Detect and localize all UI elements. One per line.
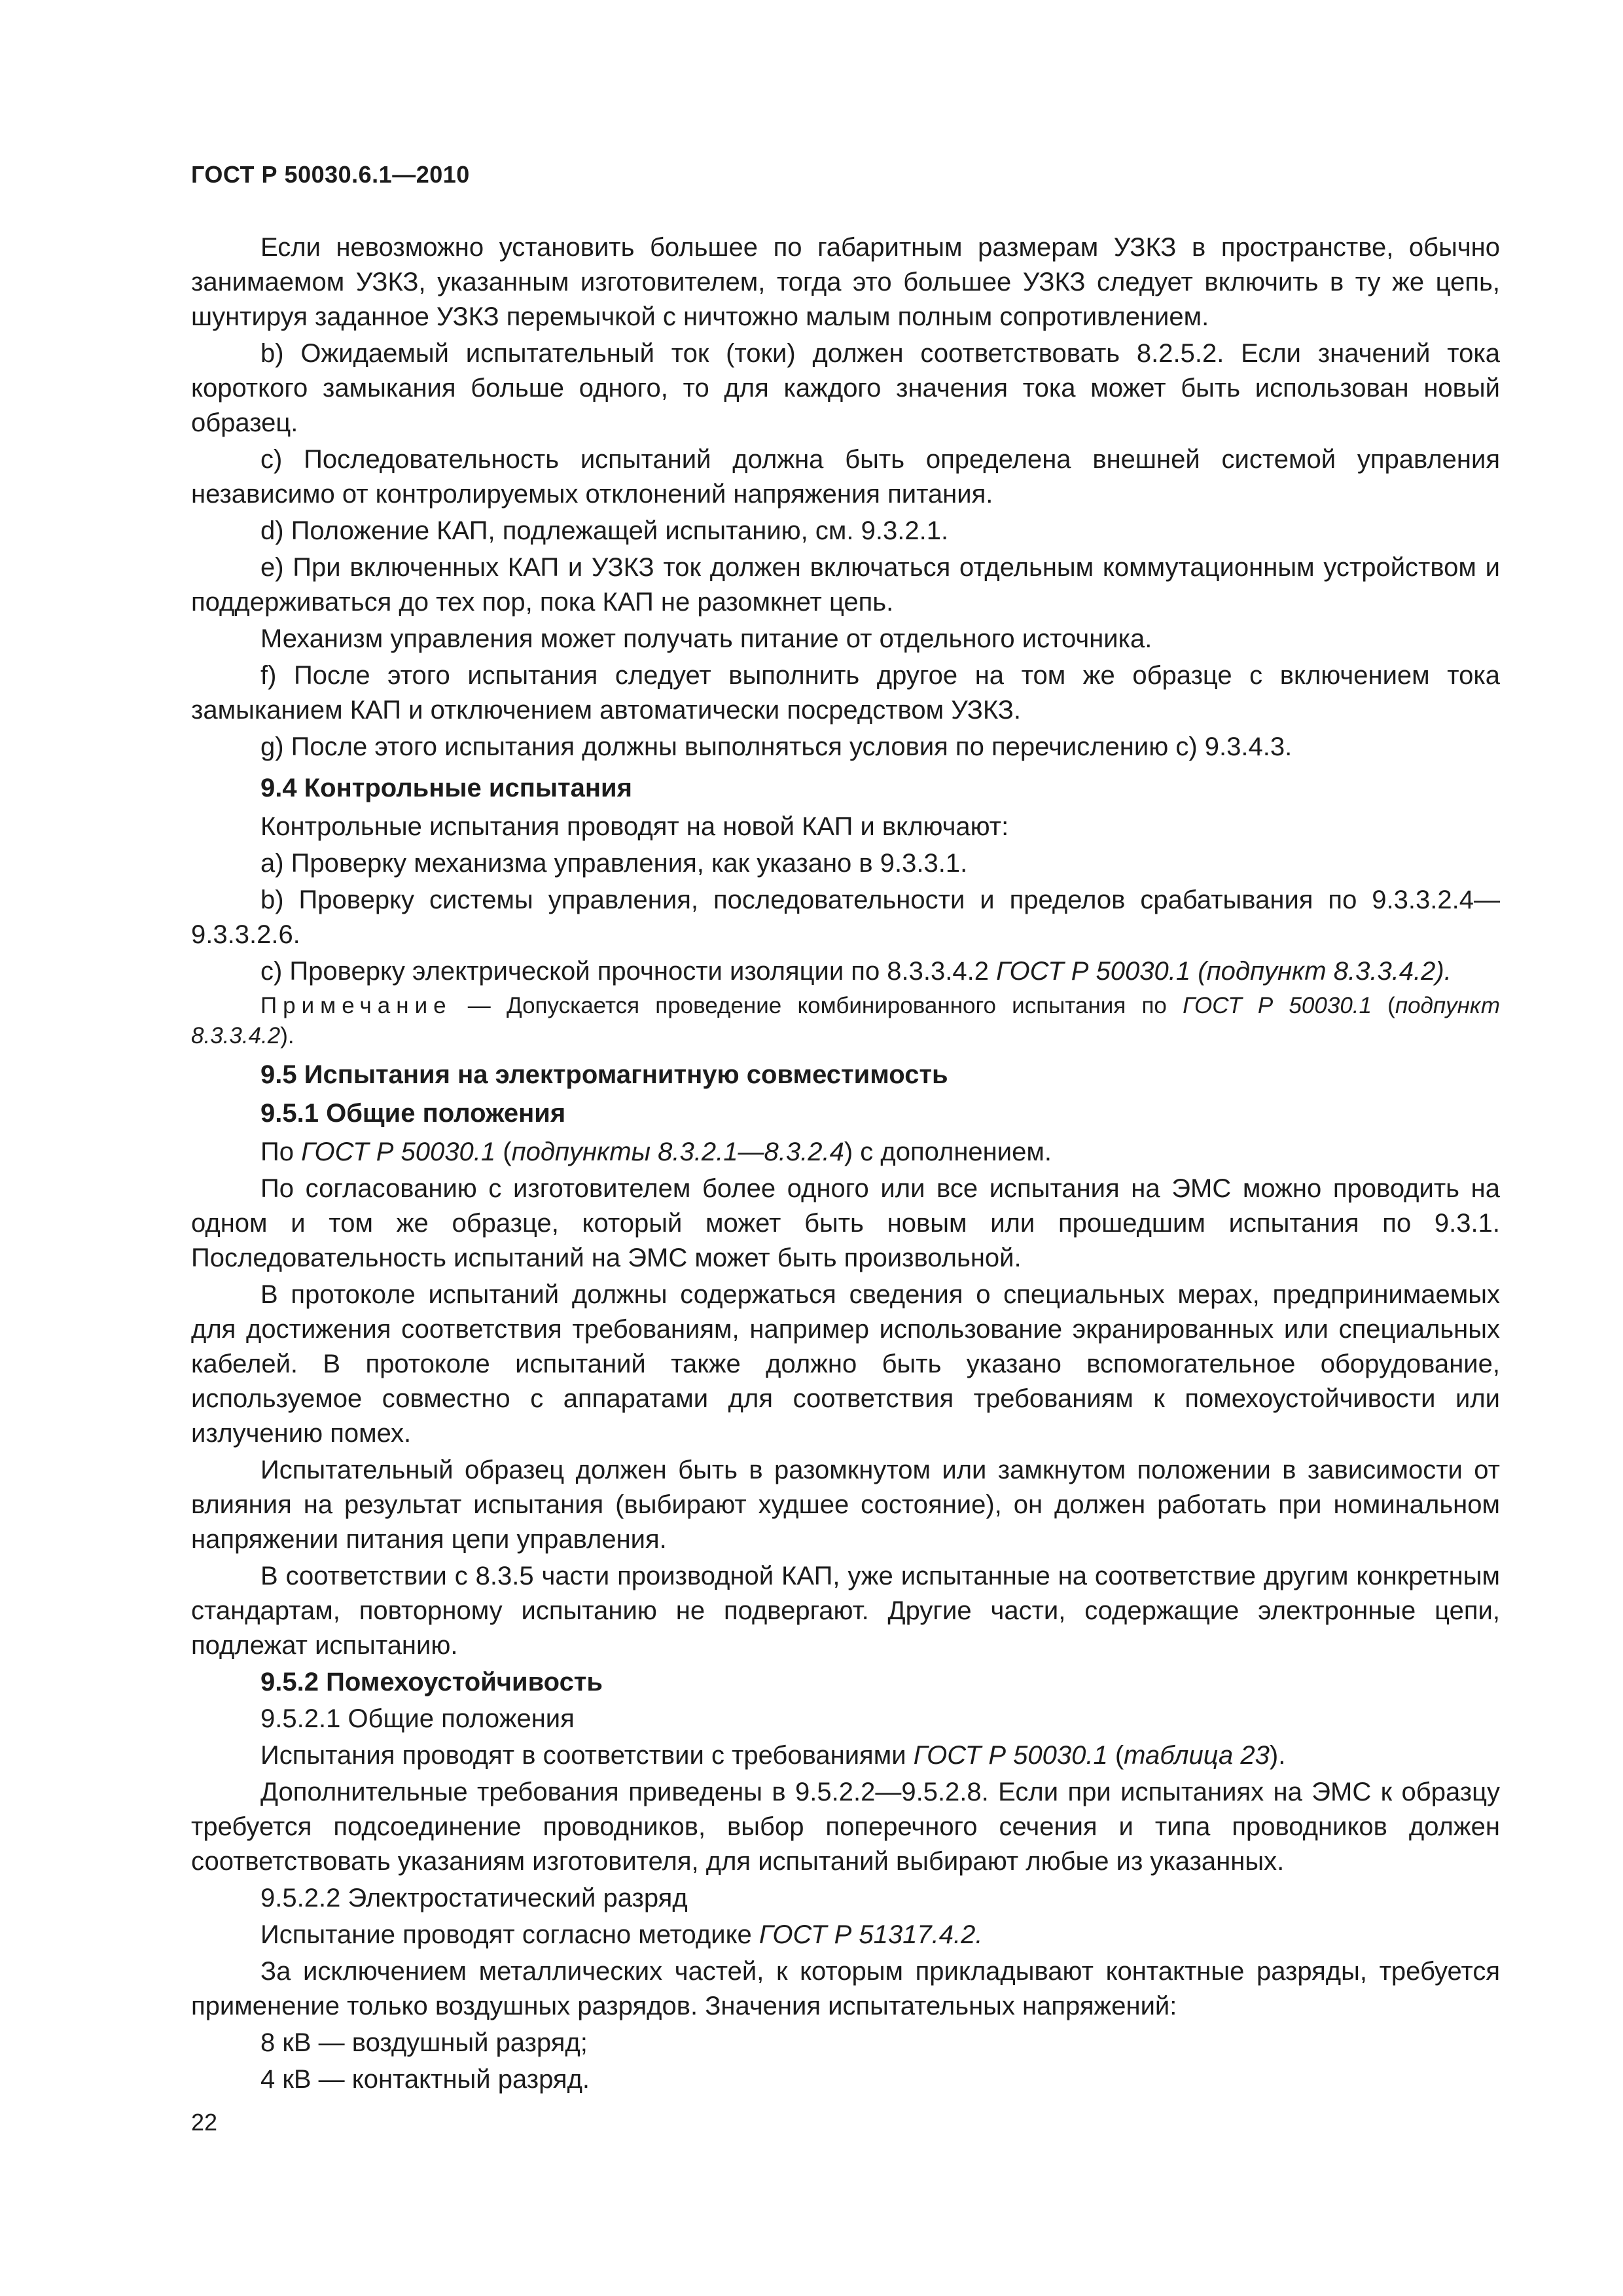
text: ( xyxy=(1371,993,1395,1018)
text: — Допускается проведение комбинированного испытания по xyxy=(452,993,1183,1018)
page-number: 22 xyxy=(191,2109,218,2136)
reference: таблица 23 xyxy=(1124,1741,1270,1770)
paragraph: Если невозможно установить большее по габаритным размерам УЗКЗ в пространстве, обычно занимаемом УЗКЗ, указанным изготовителем, тогда это большее УЗКЗ следует включить в ту же цепь, шунтируя заданное УЗКЗ перемычкой с ничтожно малым полным сопротивлением. xyxy=(191,233,1500,331)
text: Испытание проводят согласно методике xyxy=(260,1920,759,1949)
subsection-title: 9.5.2.2 Электростатический разряд xyxy=(260,1884,688,1912)
reference: ГОСТ Р 50030.1 (подпункт 8.3.3.4.2). xyxy=(996,957,1452,986)
reference: ГОСТ Р 51317.4.2. xyxy=(758,1920,983,1949)
paragraph: В протоколе испытаний должны содержаться сведения о специальных мерах, предпринимаемых для достижения соответствия требованиям, например использование экранированных или специальных кабелей. В протоколе испытаний также должно быть указано вспомогательное оборудование, используемое совместно с аппаратами для соответствия требованиям к помехоустойчивости или излучению помех. xyxy=(191,1280,1500,1448)
reference: ГОСТ Р 50030.1 xyxy=(913,1741,1108,1770)
list-item-b: b) Проверку системы управления, последовательности и пределов срабатывания по 9.3.3.2.4—9.3.3.2.6. xyxy=(191,886,1500,949)
list-item-f: f) После этого испытания следует выполнить другое на том же образце с включением тока замыканием КАП и отключением автоматически посредством УЗКЗ. xyxy=(191,661,1500,725)
reference: подпункт 8.3.3.4.2 xyxy=(191,993,1500,1049)
list-item-c: c) Последовательность испытаний должна быть определена внешней системой управления независимо от контролируемых отклонений напряжения питания. xyxy=(191,445,1500,509)
paragraph: По согласованию с изготовителем более одного или все испытания на ЭМС можно проводить на одном и том же образце, который может быть новым или прошедшим испытания по 9.3.1. Последовательность испытаний на ЭМС может быть произвольной. xyxy=(191,1174,1500,1272)
paragraph xyxy=(191,1738,1500,1773)
reference: ГОСТ Р 50030.1 xyxy=(1183,993,1372,1018)
list-item: 8 кВ — воздушный разряд; xyxy=(260,2028,588,2057)
list-item-b: b) Ожидаемый испытательный ток (токи) должен соответствовать 8.2.5.2. Если значений тока короткого замыкания больше одного, то для каждого значения тока может быть использован новый образец. xyxy=(191,339,1500,437)
text: По xyxy=(260,1138,302,1166)
note-label: Примечание xyxy=(260,993,452,1018)
section-heading-9-4: 9.4 Контрольные испытания xyxy=(260,774,632,802)
document-body xyxy=(191,230,1500,2099)
text: ). xyxy=(1269,1741,1286,1770)
list-item-a: a) Проверку механизма управления, как указано в 9.3.3.1. xyxy=(260,849,968,878)
document-header: ГОСТ Р 50030.6.1—2010 xyxy=(191,161,470,188)
paragraph: Контрольные испытания проводят на новой КАП и включают: xyxy=(260,812,1009,841)
text: ( xyxy=(1107,1741,1124,1770)
list-item-d: d) Положение КАП, подлежащей испытанию, см. 9.3.2.1. xyxy=(260,516,949,545)
list-item-e: e) При включенных КАП и УЗКЗ ток должен включаться отдельным коммутационным устройством и поддерживаться до тех пор, пока КАП не разомкнет цепь. xyxy=(191,553,1500,617)
section-heading-9-5: 9.5 Испытания на электромагнитную совместимость xyxy=(260,1060,948,1089)
reference: ГОСТ Р 50030.1 xyxy=(301,1138,496,1166)
text: ) с дополнением. xyxy=(844,1138,1052,1166)
list-item: 4 кВ — контактный разряд. xyxy=(260,2065,590,2094)
list-item-c xyxy=(191,954,1500,989)
text: ). xyxy=(280,1023,294,1049)
subsection-title: 9.5.2.1 Общие положения xyxy=(260,1704,575,1733)
text: c) Проверку электрической прочности изоляции по 8.3.3.4.2 xyxy=(260,957,997,986)
list-item-g: g) После этого испытания должны выполняться условия по перечислению c) 9.3.4.3. xyxy=(260,732,1293,761)
paragraph: Испытательный образец должен быть в разомкнутом или замкнутом положении в зависимости от влияния на результат испытания (выбирают худшее состояние), он должен работать при номинальном напряжении питания цепи управления. xyxy=(191,1456,1500,1554)
paragraph: Механизм управления может получать питание от отдельного источника. xyxy=(260,624,1152,653)
text: ( xyxy=(495,1138,512,1166)
reference: подпункты 8.3.2.1—8.3.2.4 xyxy=(511,1138,844,1166)
paragraph: За исключением металлических частей, к которым прикладывают контактные разряды, требуется применение только воздушных разрядов. Значения испытательных напряжений: xyxy=(191,1957,1500,2020)
paragraph xyxy=(191,1918,1500,1952)
paragraph xyxy=(191,1135,1500,1170)
section-heading-9-5-2: 9.5.2 Помехоустойчивость xyxy=(260,1668,603,1696)
note xyxy=(191,991,1500,1051)
paragraph: В соответствии с 8.3.5 части производной КАП, уже испытанные на соответствие другим конкретным стандартам, повторному испытанию не подвергают. Другие части, содержащие электронные цепи, подлежат испытанию. xyxy=(191,1562,1500,1660)
section-heading-9-5-1: 9.5.1 Общие положения xyxy=(260,1099,566,1128)
paragraph: Дополнительные требования приведены в 9.5.2.2—9.5.2.8. Если при испытаниях на ЭМС к образцу требуется подсоединение проводников, выбор поперечного сечения и типа проводников должен соответствовать указаниям изготовителя, для испытаний выбирают любые из указанных. xyxy=(191,1778,1500,1876)
text: Испытания проводят в соответствии с требованиями xyxy=(260,1741,914,1770)
